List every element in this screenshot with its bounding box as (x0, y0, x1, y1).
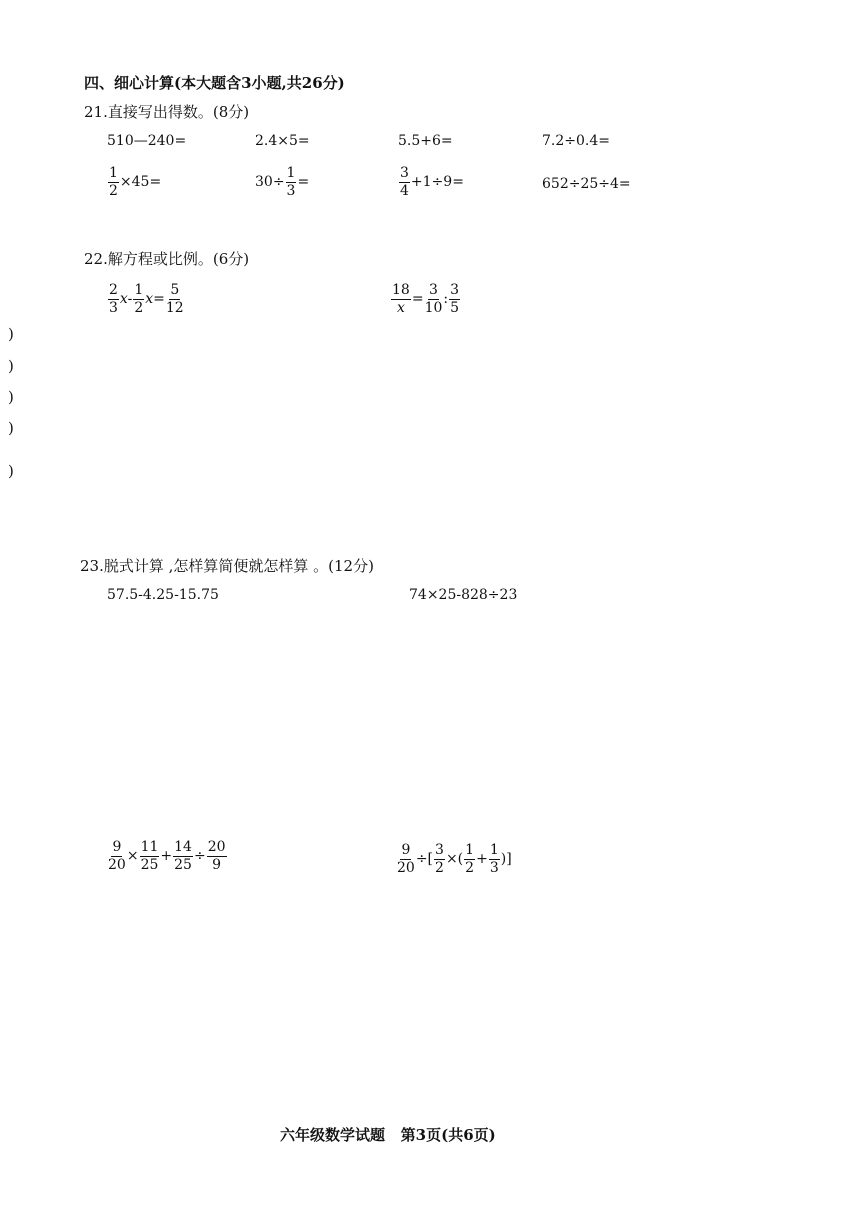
fraction: $\frac{14}{25}$ (174, 839, 192, 873)
q21-expr-6: 30÷ $\frac{1}{3}$ = (255, 165, 310, 199)
q23-expr-3: $\frac{9}{20}$ × $\frac{11}{25}$ + $\frac{14}{25}$ ÷ $\frac{20}{9}$ (108, 839, 226, 873)
fraction: $\frac{9}{20}$ (397, 842, 415, 876)
margin-mark: ) (8, 388, 14, 406)
question-21-title: 21.直接写出得数。(8分) (84, 103, 250, 121)
margin-mark: ) (8, 357, 14, 375)
fraction: $\frac{1}{2}$ (109, 165, 118, 199)
q21-expr-3: 5.5+6= (398, 133, 453, 149)
fraction: $\frac{1}{3}$ (286, 165, 296, 199)
q21-expr-5: $\frac{1}{2}$ ×45= (109, 165, 162, 199)
q21-expr-8: 652÷25÷4= (542, 176, 631, 192)
fraction: $\frac{5}{12}$ (165, 282, 184, 316)
fraction: $\frac{3}{4}$ (400, 165, 409, 199)
fraction: $\frac{20}{9}$ (207, 839, 226, 873)
section-title: 四、细心计算(本大题含3小题,共26分) (84, 74, 345, 92)
fraction: $\frac{3}{2}$ (435, 842, 444, 876)
question-22-title: 22.解方程或比例。(6分) (84, 250, 250, 268)
margin-mark: ) (8, 462, 14, 480)
q23-expr-4: $\frac{9}{20}$ ÷[ $\frac{3}{2}$ ×( $\frac{1}{2}$ + $\frac{1}{3}$ )] (397, 842, 512, 876)
q22-equation-1: $\frac{2}{3}$ x- $\frac{1}{2}$ x= $\frac{5}{12}$ (109, 282, 184, 316)
q21-expr-4: 7.2÷0.4= (542, 133, 610, 149)
fraction: $\frac{3}{10}$ (424, 282, 443, 316)
fraction: $\frac{2}{3}$ (109, 282, 118, 316)
question-23-title: 23.脱式计算 ,怎样算简便就怎样算 。(12分) (80, 557, 374, 575)
fraction: $\frac{3}{5}$ (450, 282, 460, 316)
page-footer: 六年级数学试题 第3页(共6页) (280, 1126, 496, 1144)
q23-expr-1: 57.5-4.25-15.75 (107, 587, 219, 603)
fraction: $\frac{9}{20}$ (108, 839, 126, 873)
q21-expr-2: 2.4×5= (255, 133, 310, 149)
fraction: $\frac{1}{3}$ (489, 842, 499, 876)
margin-mark: ) (8, 325, 14, 343)
margin-mark: ) (8, 419, 14, 437)
fraction: $\frac{11}{25}$ (140, 839, 159, 873)
q22-equation-2: $\frac{18}{x}$ = $\frac{3}{10}$ : $\frac{3}{5}$ (392, 282, 460, 316)
fraction: $\frac{1}{2}$ (134, 282, 144, 316)
fraction: $\frac{1}{2}$ (465, 842, 475, 876)
q21-expr-1: 510—240= (107, 133, 187, 149)
q23-expr-2: 74×25-828÷23 (409, 587, 518, 603)
fraction: $\frac{18}{x}$ (392, 282, 410, 316)
q21-expr-7: $\frac{3}{4}$ +1÷9= (400, 165, 464, 199)
